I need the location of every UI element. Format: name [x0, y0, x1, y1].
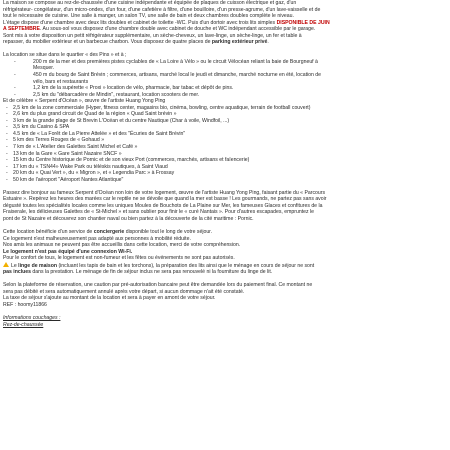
linen-highlight: pas inclues: [3, 269, 31, 276]
intro-line-text: repasser, du mobilier extérieur et un barbecue charbon. Vous disposez de quatre places de: [3, 39, 212, 46]
nearby-item-text: 450 m du bourg de Saint Brévin ; commerces, artisans, marché local le jeudi et dimanche, marché nocturne en été, location de: [33, 71, 322, 78]
attraction-item: - 13 km de la Gare « Gare Saint Nazaire SNCF »: [3, 151, 445, 158]
attraction-item: - 17 km du « TSN44» Wake Park ou téléskis nautiques, à Saint Viaud: [3, 164, 445, 171]
discover-line: Fraiserale, les délicieuses Galettes de « St-Michel » et sans oublier pour finir le « curé Nantais ». Pour d'autres escapades, empruntez le: [3, 209, 315, 216]
discover-line: Estuaire ». Repérez les heures des marées car le reptile ne se dévoile que quand la mer est basse ! Les gourmands, ne partez pas sans avoir: [3, 196, 327, 203]
nearby-item: - 1,2 km de la supérette « Proxi » location de vélo, pharmacie, bar tabac et dépôt de pins.: [3, 85, 445, 92]
attractions-list: [3, 105, 445, 184]
location-intro: La location se situe dans le quartier « des Pins » et à ;: [3, 52, 127, 59]
linen-text: dans la prestation. Le ménage de fin de séjour inclus ne sera pas renouvelé ni la fourniture du linge de lit.: [31, 269, 273, 276]
intro-line: tout le nécessaire de cuisine. Une salle à manger, un salon TV, une salle de bain et deux chambres doubles complète le niveau.: [3, 13, 294, 20]
attraction-item: - 7 km de « L'Atelier des Galettes Saint Michel et Café »: [3, 144, 445, 151]
reference-line: REF : hoomy11866: [3, 301, 47, 308]
attraction-item: - 3 km de la grande plage de St Brevin L'Océan et du centre Nautique (Char à voile, Windfoil, ...): [3, 118, 445, 125]
wifi-line: Le logement n'est pas équipé d'une connexion Wi-Fi.: [3, 248, 133, 255]
nearby-list: [3, 59, 445, 98]
intro-line: réfrigérateur- congélateur, d'un micro-ondes, d'un four, d'une cafetière à filtre, d'une bouilloire, d'un presse-agrume, d'un lave-vaisselle et de: [3, 6, 321, 13]
discover-line: Passez dire bonjour au fameux Serpent d'Océan non loin de votre logement, œuvre de l'artiste Huang Yong Ping, faisant partie du « Parcours: [3, 189, 326, 196]
warning-icon: [3, 262, 9, 267]
nearby-item-text: vélo, bars et restaurants: [33, 78, 89, 85]
sleeping-info-heading: Informations couchages :: [3, 315, 61, 322]
attraction-item: - 50 km de l'aéroport "Aéroport Nantes Atlantique": [3, 177, 445, 184]
discover-line: dégusté toutes les spécialités locales comme les uniques Moules de Bouchots de La Plaine sur Mer, les fameuses Glaces et confitures de la: [3, 202, 323, 209]
nearby-item: [3, 72, 445, 85]
linen-text: (incluant les tapis de bain et les torchons), la préparation des lits ainsi que le ménage en cours de séjour ne sont: [57, 262, 315, 269]
attraction-item: - 3,5 km du Casino & SPA: [3, 124, 445, 131]
intro-line-text: L'étage dispose d'une chambre avec deux lits doubles et cabinet de toilette -WC. Puis d'un dortoir avec trois lits simples: [3, 19, 276, 26]
nearby-item: [3, 59, 445, 72]
concierge-text: Cette location bénéficie d'un service de: [3, 229, 94, 235]
parking-highlight: parking extérieur privé: [211, 39, 268, 46]
description-text: [3, 0, 445, 328]
intro-line: Sont mis à votre disposition un petit réfrigérateur supplémentaire, un sèche-cheveux, un lave-linge, un sèche-linge, un fer et table à: [3, 32, 302, 39]
pets-line: Nos amis les animaux ne peuvent pas être accueillis dans cette location, merci de votre compréhension.: [3, 242, 241, 249]
linen-highlight: linge de maison: [18, 262, 58, 269]
location-intro: Et de célèbre « Serpent d'Océan », œuvre de l'artiste Huang Yong Ping: [3, 98, 166, 105]
accessibility-line: Ce logement n'est malheureusement pas adapté aux personnes à mobilité réduite.: [3, 235, 191, 242]
nearby-item-text: Mesquer.: [33, 65, 55, 72]
payment-line: sera pas débité et sera automatiquement annulé après votre départ, si aucun dommage n'ait été constaté.: [3, 288, 245, 295]
availability-highlight: A SEPTEMBRE: [3, 26, 40, 33]
attraction-item: - 2,5 km de la zone commerciale (Hyper, fitness center, magasins bio, cinéma, bowling, centre aquatique, terrain de football couvert): [3, 105, 445, 112]
attraction-item: - 5 km des Terres Rouges de « Gohaud »: [3, 137, 445, 144]
attraction-item: - 20 km du « Quai Vert », du « Migron », et « Legendia Parc » à Frossay: [3, 170, 445, 177]
linen-text: Le: [11, 262, 19, 269]
availability-highlight: DISPONIBLE DE JUIN: [276, 19, 330, 26]
attraction-item: - 2,6 km du plus grand circuit de Quad de la région « Quad Saint brévin »: [3, 111, 445, 118]
concierge-text: disponible tout le long de votre séjour.: [124, 229, 213, 235]
intro-line: La maison se compose au rez-de-chaussée d'une cuisine indépendante et équipée de plaques de cuisson électrique et gaz, d'un: [3, 0, 297, 6]
linen-line: [3, 262, 445, 270]
nearby-item-text: 200 m de la mer et des premières pistes cyclables de « La Loire à Vélo » ou le circuit Vélocéan reliant la baie de Bourgneuf à: [33, 58, 318, 65]
concierge-highlight: conciergerie: [93, 229, 125, 235]
rules-line: Pour le confort de tous, le logement est non-fumeur et les fêtes ou événements ne sont pas autorisés.: [3, 255, 235, 262]
discover-line: pont de St Nazaire et découvrez son chantier naval ou bien partez à la découverte de la cité maritime : Pornic.: [3, 215, 254, 222]
intro-line-text: .: [267, 39, 269, 46]
nearby-item: - 2,5 km du "débarcadère de Mindin", restaurant, location scooters de mer.: [3, 92, 445, 99]
intro-line-text: . Au sous-sol vous disposez d'une chambre double avec cabinet de douche et WC indépendant accessible par le garage.: [39, 26, 316, 33]
attraction-item: - 4.5 km de « La Forêt de La Pierre Attelée » et des "Écuries de Saint Brévin": [3, 131, 445, 138]
payment-line: Selon la plateforme de réservation, une caution par pré-autorisation bancaire peut être demandée lors du paiement final. Ce montant ne: [3, 282, 313, 289]
payment-line: La taxe de séjour s'ajoute au montant de la location et sera à payer en amont de votre séjour.: [3, 295, 216, 302]
floor-heading: Rez-de-chaussée: [3, 321, 44, 328]
attraction-item: - 15 km du Centre historique de Pornic et de son vieux Port (commerces, marchés, artisans et faïencerie): [3, 157, 445, 164]
